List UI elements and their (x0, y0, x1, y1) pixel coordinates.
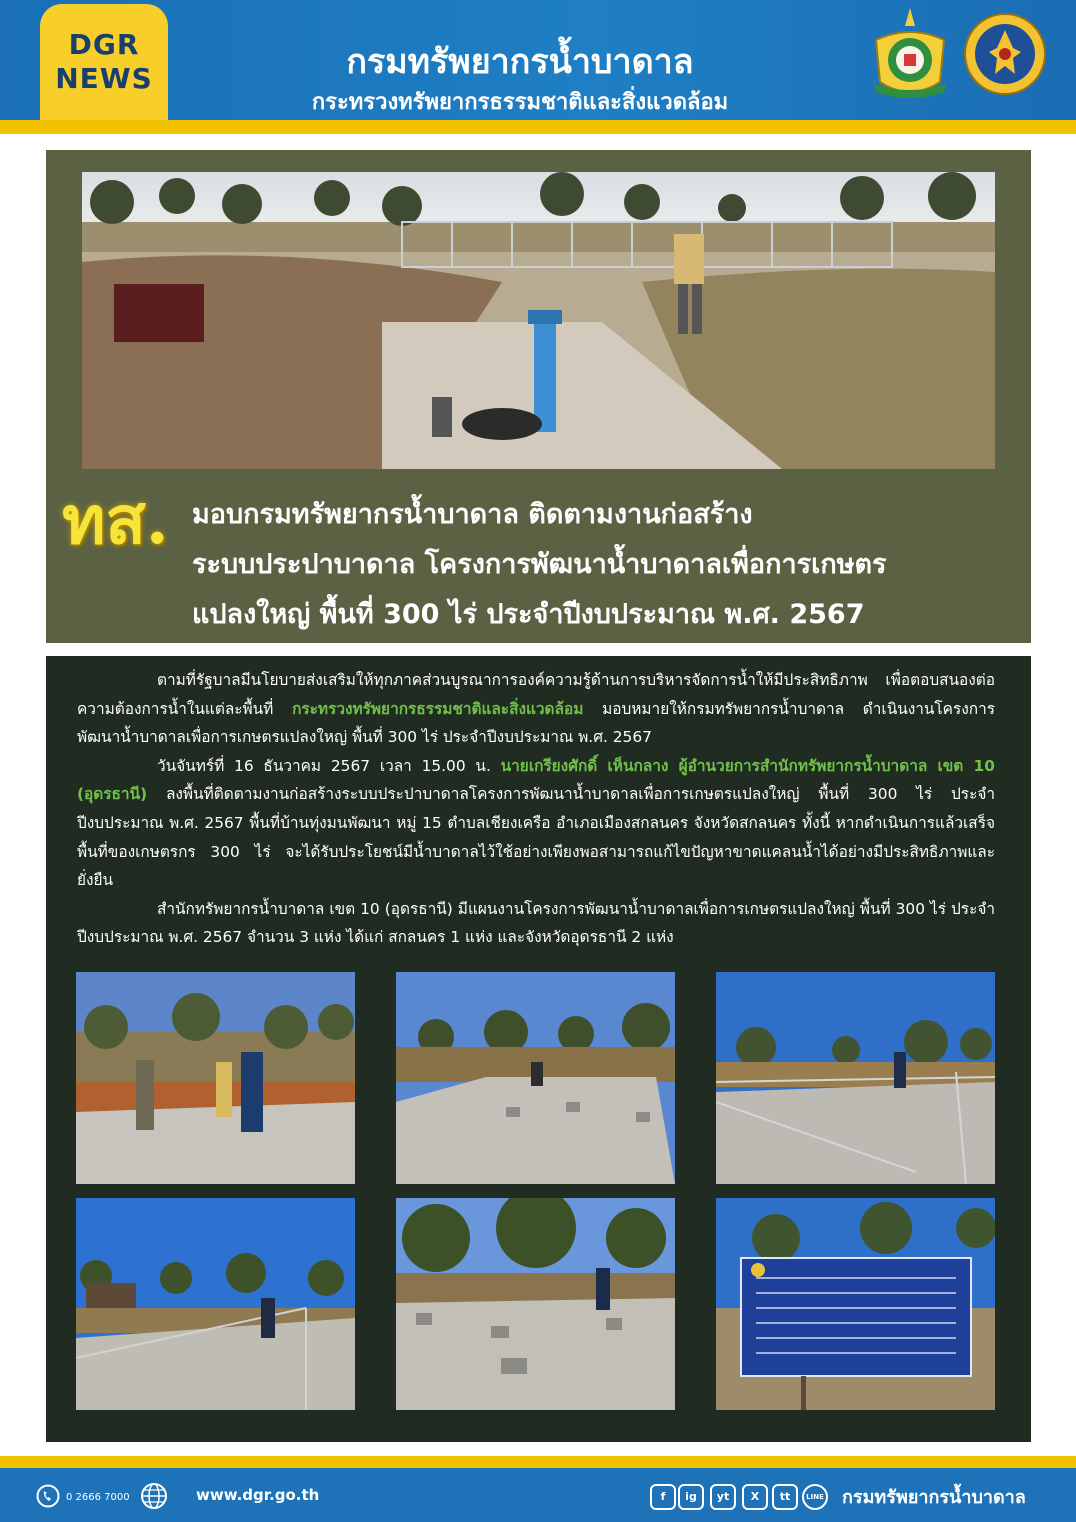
footer-gold-stripe (0, 1456, 1076, 1468)
header-gold-stripe (0, 120, 1076, 134)
footer-org-name: กรมทรัพยากรน้ำบาดาล (842, 1487, 1026, 1508)
site-photo-2 (396, 972, 675, 1184)
headline-line-3: แปลงใหญ่ พื้นที่ 300 ไร่ ประจำปีงบประมาณ พ.ศ. 2567 (192, 599, 865, 630)
youtube-icon[interactable]: yt (710, 1484, 736, 1510)
ministry-abbrev-logo: ทส. (62, 481, 169, 559)
headline (192, 490, 1012, 640)
globe-icon (140, 1482, 168, 1510)
site-photo-4 (76, 1198, 355, 1410)
p1-text-b: มอบหมายให้กรมทรัพยากรน้ำบาดาล ดำเนินงานโครงการพัฒนาน้ำบาดาลเพื่อการเกษตรแปลงใหญ่ พื้นที่ 300 ไร่ ประจำปีงบประมาณ พ.ศ. 2567 (77, 699, 995, 747)
line-icon[interactable]: LINE (802, 1484, 828, 1510)
header-bar (0, 0, 1076, 120)
instagram-icon[interactable]: ig (678, 1484, 704, 1510)
footer-bar (0, 1468, 1076, 1522)
ministry-seal-icon (964, 8, 1046, 100)
p1-text-a: ตามที่รัฐบาลมีนโยบายส่งเสริมให้ทุกภาคส่วนบูรณาการองค์ความรู้ด้านการบริหารจัดการน้ำให้มีประสิทธิภาพ เพื่อตอบสนองต่อความต้องการน้ำในแต่ละพื้นที่ (77, 671, 995, 718)
dgr-seal-icon (868, 6, 952, 102)
ministry-highlight: กระทรวงทรัพยากรธรรมชาติและสิ่งแวดล้อม (292, 699, 584, 718)
facebook-icon[interactable]: f (650, 1484, 676, 1510)
badge-line-2: NEWS (55, 62, 153, 95)
p2-text-a: วันจันทร์ที่ 16 ธันวาคม 2567 เวลา 15.00 น. (157, 756, 501, 775)
headline-panel (46, 150, 1031, 643)
site-photo-5 (396, 1198, 675, 1410)
site-photo-3 (716, 972, 995, 1184)
phone-icon (36, 1484, 60, 1508)
hero-photo (82, 172, 995, 469)
department-title: กรมทรัพยากรน้ำบาดาล (346, 42, 694, 82)
paragraph-2 (77, 752, 995, 895)
site-photo-6 (716, 1198, 995, 1410)
phone-number: 0 2666 7000 (66, 1492, 130, 1503)
x-twitter-icon[interactable]: X (742, 1484, 768, 1510)
article-panel (46, 656, 1031, 1442)
ministry-subtitle: กระทรวงทรัพยากรธรรมชาติและสิ่งแวดล้อม (311, 90, 729, 115)
headline-line-2: ระบบประปาบาดาล โครงการพัฒนาน้ำบาดาลเพื่อการเกษตร (192, 549, 887, 580)
p2-text-b: ลงพื้นที่ติดตามงานก่อสร้างระบบประปาบาดาลโครงการพัฒนาน้ำบาดาลเพื่อการเกษตรแปลงใหญ่ พื้นที่ 300 ไร่ ประจำปีงบประมาณ พ.ศ. 2567 พื้นที่บ้านทุ่งมนพัฒนา หมู่ 15 ตำบลเชียงเครือ อำเภอเมืองสกลนคร จังหวัดสกลนคร ทั้งนี้ หากดำเนินการแล้วเสร็จ พื้นที่ของเกษตรกร 300 ไร่ จะได้รับประโยชน์มีน้ำบาดาลไว้ใช้อย่างเพียงพอสามารถแก้ไขปัญหาขาดแคลนน้ำได้อย่างมีประสิทธิภาพและยั่งยืน (77, 785, 995, 890)
director-highlight: นายเกรียงศักดิ์ เห็นกลาง ผู้อำนวยการสำนักทรัพยากรน้ำบาดาล เขต 10 (อุดรธานี) (77, 756, 995, 804)
tiktok-icon[interactable]: tt (772, 1484, 798, 1510)
article-body (77, 666, 995, 952)
paragraph-3: สำนักทรัพยากรน้ำบาดาล เขต 10 (อุดรธานี) มีแผนงานโครงการพัฒนาน้ำบาดาลเพื่อการเกษตรแปลงใหญ่ พื้นที่ 300 ไร่ ประจำปีงบประมาณ พ.ศ. 2567 จำนวน 3 แห่ง ได้แก่ สกลนคร 1 แห่ง และจังหวัดอุดรธานี 2 แห่ง (77, 899, 995, 947)
badge-line-1: DGR (68, 28, 140, 61)
headline-line-1: มอบกรมทรัพยากรน้ำบาดาล ติดตามงานก่อสร้าง (192, 499, 753, 530)
paragraph-1 (77, 666, 995, 752)
website-link[interactable]: www.dgr.go.th (196, 1486, 320, 1504)
site-photo-1 (76, 972, 355, 1184)
dgr-news-badge (40, 4, 168, 120)
